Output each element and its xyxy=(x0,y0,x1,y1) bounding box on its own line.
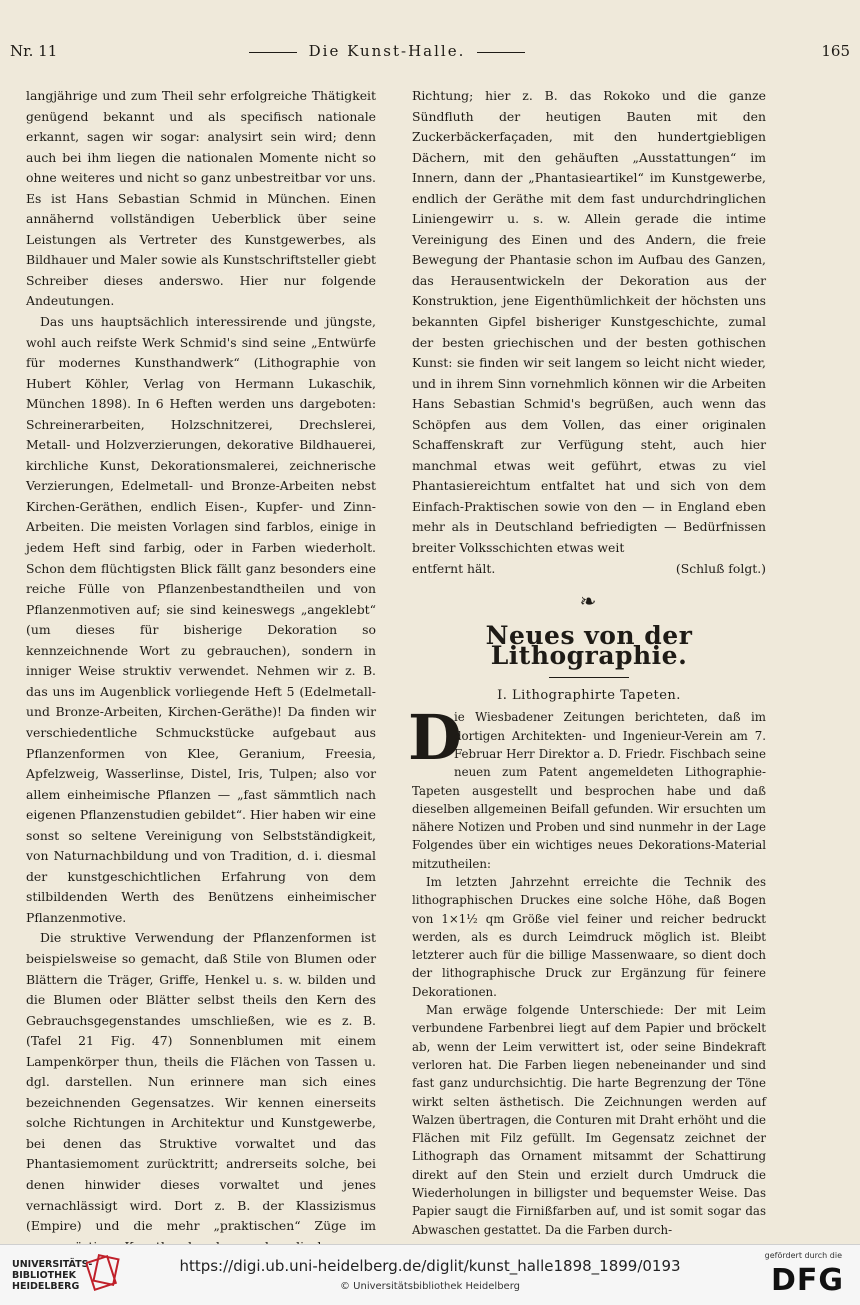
copyright-notice: © Universitätsbibliothek Heidelberg xyxy=(339,1281,520,1292)
university-library-label: UNIVERSITÄTS- BIBLIOTHEK HEIDELBERG xyxy=(12,1259,93,1292)
paragraph-end: entfernt hält. xyxy=(412,560,496,576)
paragraph: Die struktive Verwendung der Pflanzenformen ist beispielsweise so gemacht, daß Stile von Blumen oder Blättern die Träger, Griffe, Henkel u. s. w. bilden und die Blumen oder Blätter selbst theils den Kern des Gebrauchsgegenstandes umschließen, wie es z. B. (Tafel 21 Fig. 47) Sonnenblumen mit einem Lampenkörper thun, theils die Flächen von Tassen u. dgl. darstellen. Nun erinnere man sich eines bezeichnenden Gegensatzes. Wir kennen einerseits solche Richtungen in Architektur und Kunstgewerbe, bei denen das Struktive vorwaltet und das Phantasiemoment zurücktritt; andrerseits solche, bei denen hinwider dieses vorwaltet und jenes vernachlässigt wird. Dort z. B. der Klassizismus (Empire) und die mehr „praktischen“ Züge im xyxy=(26,930,376,1234)
right-column xyxy=(408,86,766,1239)
dfg-logo: DFG xyxy=(770,1263,844,1298)
paragraph: Richtung; hier z. B. das Rokoko und die ganze Sündfluth der heutigen Bauten mit den Zuckerbäckerfaçaden, mit den hundertgiebligen Dächern, mit den gehäuften „Ausstattungen“ im Innern, dann der „Phantasieartikel“ im Kunstgewerbe, endlich der Geräthe mit dem fast undurchdringlichen Liniengewirr u. s. w. Allein gerade die intime Vereinigung des Einen und des Andern, die freie Bewegung der Phantasie schon im Aufbau des Ganzen, das Herausentwickeln der Dekoration aus der Konstruktion, jene Eigenthümlichkeit der höchsten uns bekannten Gipfel bisheriger Kunstgeschichte, zumal der besten griechischen und der besten gothischen Kunst: sie finden wir seit langem so leicht nicht wieder, und in ihrem Sinn vornehmlich können wir die Arbeiten Hans Sebastian Schmid's begrüßen, auch wenn das Schöpfen aus dem Vollen, das einer originalen Schaffenskraft zur Verfügung steht, auch hier manchmal etwas weit geführt, etwas zu viel Phantasiereichtum entfaltet hat und sich von dem Einfach-Praktischen sowie von den — in England eben mehr als in Deutschland befriedigten — Bedürfnissen breiter Volksschichten etwas weit xyxy=(412,88,766,556)
section-title: I. Lithographirte Tapeten. xyxy=(497,687,681,703)
dropcap-initial: D xyxy=(408,701,462,775)
viewer-footer xyxy=(0,1244,860,1305)
left-column xyxy=(26,86,376,1257)
paragraph: langjährige und zum Theil sehr erfolgreiche Thätigkeit genügend bekannt und als specifisch nationale erkannt, sagen wir sogar: analysirt sein wird; denn auch bei ihm liegen die nationalen Momente nicht so ohne weiteres und nicht so ganz unbestreitbar vor uns. Es ist Hans Sebastian Schmid in München. Einen annähernd vollständigen Ueberblick über seine Leistungen als Vertreter des Kunstgewerbes, als Bildhauer und Maler sowie als Kunstschriftsteller giebt Schreiber dieses anderswo. Hier nur folgende Andeutungen. xyxy=(26,88,376,309)
continuation-note: (Schluß folgt.) xyxy=(675,560,766,576)
permalink-url[interactable]: https://digi.ub.uni-heidelberg.de/diglit/kunst_halle1898_1899/0193 xyxy=(179,1257,681,1275)
article-title: Neues von der Lithographie. xyxy=(485,620,693,671)
paragraph: Im letzten Jahrzehnt erreichte die Technik des lithographischen Druckes eine solche Höhe, daß Bogen von 1×1½ qm Größe viel feiner und reicher bedruckt werden, als es durch Leimdruck möglich ist. Bleibt letzterer auch für die billige Massenwaare, so dient doch der lithographische Druck zur Ergänzung für feinere Dekorationen. xyxy=(412,874,766,999)
title-rule xyxy=(549,677,629,678)
paragraph: Das uns hauptsächlich interessirende und jüngste, wohl auch reifste Werk Schmid's sind seine „Entwürfe für modernes Kunsthandwerk“ (Lithographie von Hubert Köhler, Verlag von Hermann Lukaschik, München 1898). In 6 Heften werden uns dargeboten: Schreinerarbeiten, Holzschnitzerei, Drechslerei, Metall- und Holzverzierungen, dekorative Bildhauerei, kirchliche Kunst, Dekorationsmalerei, zeichnerische Verzierungen, Edelmetall- und Bronze-Arbeiten nebst Kirchen-Geräthen, endlich Eisen-, Kupfer- und Zinn-Arbeiten. Die meisten Vorlagen sind farblos, einige in jedem Heft sind farbig, oder in Farben wiederholt. Schon dem flüchtigsten Blick fällt ganz besonders eine reiche Fülle von Pflanzenbestandtheilen und von Pflanzenmotiven auf; sie sind keineswegs „angeklebt“ (um dieses für bisherige Dekoration so kennzeichnende Wort zu gebrauchen), sondern in inniger Weise struktiv verwendet. Nehmen wir z. B. das uns im Augenblick vorliegende Heft 5 (Edelmetall- und Bronze-Arbeiten, Kirchen-Geräthe)! Da finden wir verschiedentliche Schmuckstücke aufgebaut aus Pflanzenformen von Klee, Geranium, Freesia, Apfelzweig, Wasserlinse, Distel, Iris, Tulpen; also vor allem einheimische Pflanzen — „fast sämmtlich nach eigenen Pflanzenstudien gebildet“. Hier haben wir eine sonst so seltene Vereinigung von Selbstständigkeit, von Naturnachbildung und von Tradition, d. i. diesmal der kunstgeschichtlichen Erfahrung von dem stilbildenden Werth des Benützens einheimischer Pflanzenmotive. xyxy=(26,314,376,925)
journal-title: Die Kunst-Halle. xyxy=(308,42,466,60)
issue-number: Nr. 11 xyxy=(10,42,58,60)
funder-note: gefördert durch die xyxy=(764,1251,842,1260)
fleuron-ornament: ❧ xyxy=(579,589,599,614)
paragraph: Man erwäge folgende Unterschiede: Der mit Leim verbundene Farbenbrei liegt auf dem Papier und bröckelt ab, wenn der Leim verwittert ist, oder seine Bindekraft verloren hat. Die Farben liegen nebeneinander und sind fast ganz undurchsichtig. Die harte Begrenzung der Töne wirkt selten ästhetisch. Die Zeichnungen werden auf Walzen übertragen, die Conturen mit Draht erhöht und die Flächen mit Filz gefüllt. Im Gegensatz zeichnet der Lithograph das Ornament mitsammt der Schattirung direkt auf den Stein und erzielt durch Umdruck die Wiederholungen in billigster und bequemster Weise. Das Papier saugt die Firnißfarben auf, und ist somit sogar das Abwaschen gestattet. Da die Farben durch- xyxy=(412,1003,766,1237)
paragraph: D ie Wiesbadener Zeitungen berichteten, daß im dortigen Architekten- und Ingenieur-Verein am 7. Februar Herr Direktor a. D. Friedr. Fischbach seine neuen zum Patent angemeldeten Lithographie-Tapeten ausgestellt und besprochen habe und daß dieselben allgemeinen Beifall gefunden. Wir ersuchten um nähere Notizen und Proben und sind nunmehr in der Lage Folgendes über ein wichtiges neues Dekorations-Material mitzutheilen: xyxy=(408,701,766,871)
article-body xyxy=(408,701,766,1239)
header-rule-right xyxy=(477,52,525,53)
page-number: 165 xyxy=(821,42,850,60)
running-header xyxy=(10,42,850,66)
header-rule-left xyxy=(249,52,297,53)
